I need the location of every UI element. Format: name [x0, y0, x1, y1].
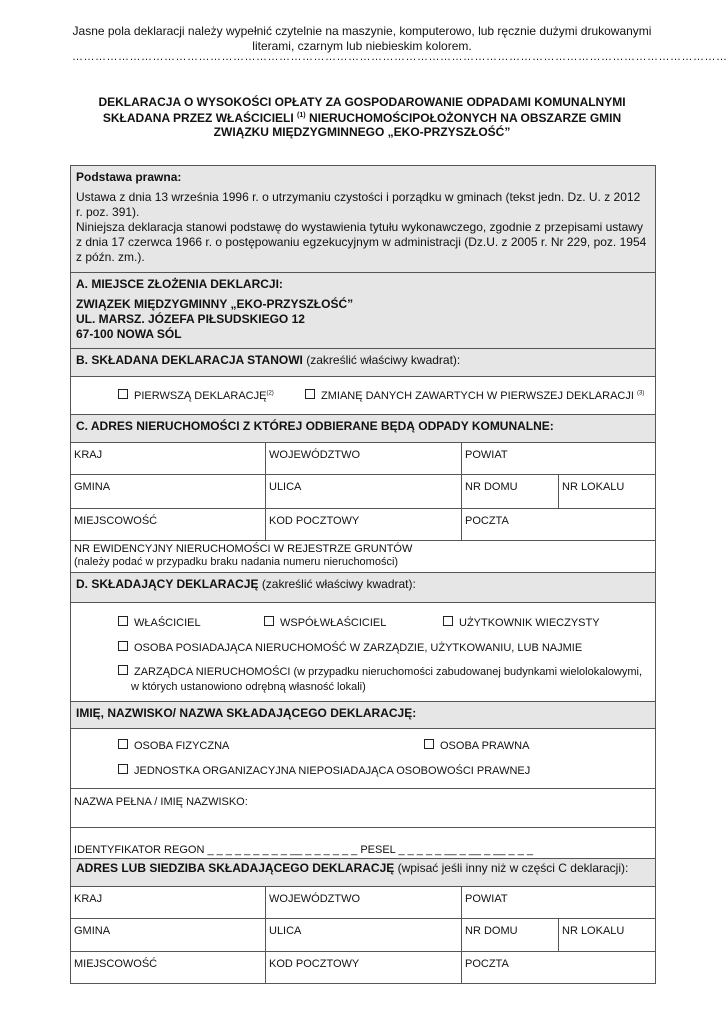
address-row-2 — [71, 919, 655, 952]
option-osoba-prawna-label: OSOBA PRAWNA — [440, 740, 530, 752]
title-line-2 — [60, 109, 664, 125]
field-full-name[interactable] — [71, 789, 655, 828]
legal-basis-text-1: Ustawa z dnia 13 września 1996 r. o utrzymaniu czystości i porządku w gminach (tekst jedn. Dz. U. z 2012 r. poz. 391). — [76, 190, 641, 219]
option-first-declaration-label: PIERWSZĄ DEKLARACJĘ — [134, 390, 267, 402]
option-uzytkownik-label: UŻYTKOWNIK WIECZYSTY — [459, 617, 600, 629]
option-wlasciciel-label: WŁAŚCICIEL — [134, 617, 201, 629]
section-c-row-3 — [71, 509, 655, 541]
nr-ewid-label: NR EWIDENCYJNY NIERUCHOMOŚCI W REJESTRZE GRUNTÓW — [74, 543, 413, 555]
section-c-row-1 — [71, 443, 655, 475]
section-a-header: A. MIEJSCE ZŁOŻENIA DEKLARCJI: — [76, 277, 283, 291]
section-d-options — [71, 603, 655, 702]
section-b-header-row — [71, 349, 655, 377]
section-b-header: B. SKŁADANA DEKLARACJA STANOWI — [76, 353, 303, 367]
field-c-ulica[interactable]: ULICA — [266, 475, 462, 508]
option-wspolwlasciciel[interactable] — [264, 616, 386, 629]
footnote-2: (2) — [266, 390, 274, 397]
declaration-form — [70, 165, 656, 984]
footnote-3: (3) — [636, 390, 645, 397]
field-c-wojewodztwo[interactable]: WOJEWÓDZTWO — [266, 443, 462, 474]
option-osoba-prawna[interactable] — [424, 739, 529, 752]
option-zarzadca-line-2: w których ustanowiono odrębną własność lokali) — [131, 681, 366, 693]
section-a-line-1: ZWIĄZEK MIĘDZYGMINNY „EKO-PRZYSZŁOŚĆ” — [76, 297, 354, 311]
regon-pesel-label: IDENTYFIKATOR REGON _ _ _ _ _ _ _ _ _ __ _ _ _ _ _ _ PESEL _ _ _ _ _ __ _ __ _ __ _ _ _ — [74, 844, 534, 856]
name-section-options — [71, 729, 655, 789]
document-title — [60, 95, 664, 139]
option-jednostka[interactable] — [118, 764, 530, 777]
section-b-options — [71, 377, 655, 415]
field-c-poczta[interactable]: POCZTA — [465, 515, 509, 527]
field-c-kraj[interactable]: KRAJ — [71, 443, 266, 474]
checkbox-osoba-posiadajaca[interactable] — [118, 641, 128, 651]
address-row-1 — [71, 887, 655, 919]
field-addr-ulica[interactable]: ULICA — [266, 919, 462, 951]
section-b-note: (zakreślić właściwy kwadrat): — [306, 353, 461, 367]
field-addr-wojewodztwo[interactable]: WOJEWÓDZTWO — [266, 887, 462, 918]
section-d-header: D. SKŁADAJĄCY DEKLARACJĘ — [76, 577, 259, 591]
option-osoba-posiadajaca[interactable] — [118, 641, 582, 654]
address-section-header: ADRES LUB SIEDZIBA SKŁADAJĄCEGO DEKLARACJĘ — [76, 861, 395, 875]
legal-basis-header: Podstawa prawna: — [76, 170, 182, 184]
option-zarzadca[interactable] — [118, 665, 642, 678]
option-wspolwlasciciel-label: WSPÓŁWŁAŚCICIEL — [280, 617, 387, 629]
field-c-kod-pocztowy[interactable]: KOD POCZTOWY — [266, 509, 462, 540]
name-section-header-row — [71, 702, 655, 729]
field-c-nr-lokalu[interactable]: NR LOKALU — [562, 481, 625, 493]
checkbox-osoba-fizyczna[interactable] — [118, 739, 128, 749]
field-addr-nr-domu[interactable]: NR DOMU — [462, 919, 559, 951]
checkbox-first-declaration[interactable] — [118, 389, 128, 399]
field-addr-nr-lokalu[interactable]: NR LOKALU — [562, 925, 625, 937]
dotted-separator: ……………………………………………………………………………………………………………………………………………………… — [72, 51, 728, 63]
address-section-note: (wpisać jeśli inny niż w części C deklaracji): — [397, 861, 629, 875]
field-addr-gmina[interactable]: GMINA — [71, 919, 266, 951]
legal-basis-text-2: Niniejsza deklaracja stanowi podstawę do wystawienia tytułu wykonawczego, zgodnie z przepisami ustawy z dnia 17 czerwca 1966 r. o postępowaniu egzekucyjnym w administracji (Dz.U. z 2005 r. Nr 229, poz. 1954 z późn. zm.). — [76, 220, 647, 264]
field-c-nr-domu[interactable]: NR DOMU — [462, 475, 559, 508]
full-name-label: NAZWA PEŁNA / IMIĘ NAZWISKO: — [74, 796, 248, 808]
option-change-declaration[interactable] — [305, 389, 644, 402]
field-addr-kraj[interactable]: KRAJ — [71, 887, 266, 918]
checkbox-change-declaration[interactable] — [305, 389, 315, 399]
checkbox-wspolwlasciciel[interactable] — [264, 616, 274, 626]
section-a — [71, 273, 655, 349]
address-row-3 — [71, 952, 655, 983]
address-section-header-row — [71, 859, 655, 887]
section-d-header-row — [71, 573, 655, 603]
option-osoba-fizyczna[interactable] — [118, 739, 229, 752]
checkbox-zarzadca[interactable] — [118, 665, 128, 675]
field-addr-powiat[interactable]: POWIAT — [465, 893, 508, 905]
top-instruction: Jasne pola deklaracji należy wypełnić czytelnie na maszynie, komputerowo, lub ręcznie dużymi drukowanymi literami, czarnym lub niebieskim kolorem. — [72, 24, 652, 53]
option-osoba-fizyczna-label: OSOBA FIZYCZNA — [134, 740, 230, 752]
option-change-declaration-label: ZMIANĘ DANYCH ZAWARTYCH W PIERWSZEJ DEKLARACJI — [321, 390, 634, 402]
section-d-note: (zakreślić właściwy kwadrat): — [261, 577, 416, 591]
section-a-line-2: UL. MARSZ. JÓZEFA PIŁSUDSKIEGO 12 — [76, 312, 305, 326]
option-zarzadca-label: ZARZĄDCA NIERUCHOMOŚCI (w przypadku nieruchomości zabudowanej budynkami wielolokalowymi, — [134, 666, 643, 678]
field-c-powiat[interactable]: POWIAT — [465, 449, 508, 461]
field-regon-pesel[interactable] — [71, 828, 655, 859]
checkbox-jednostka[interactable] — [118, 764, 128, 774]
nr-ewid-note: (należy podać w przypadku braku nadania numeru nieruchomości) — [74, 556, 399, 568]
legal-basis-section — [71, 166, 655, 273]
title-footnote-1: (1) — [297, 112, 306, 119]
field-addr-kod-pocztowy[interactable]: KOD POCZTOWY — [266, 952, 462, 983]
option-wlasciciel[interactable] — [118, 616, 201, 629]
option-uzytkownik[interactable] — [443, 616, 600, 629]
field-c-miejscowosc[interactable]: MIEJSCOWOŚĆ — [71, 509, 266, 540]
checkbox-wlasciciel[interactable] — [118, 616, 128, 626]
field-addr-poczta[interactable]: POCZTA — [465, 958, 509, 970]
field-c-gmina[interactable]: GMINA — [71, 475, 266, 508]
section-c-row-2 — [71, 475, 655, 509]
title-line-2a: SKŁADANA PRZEZ WŁAŚCICIELI — [102, 111, 294, 125]
name-section-header: IMIĘ, NAZWISKO/ NAZWA SKŁADAJĄCEGO DEKLARACJĘ: — [76, 706, 417, 720]
title-line-1: DEKLARACJA O WYSOKOŚCI OPŁATY ZA GOSPODAROWANIE ODPADAMI KOMUNALNYMI — [98, 95, 626, 109]
section-c-header-row — [71, 415, 655, 443]
option-first-declaration[interactable] — [118, 389, 274, 402]
title-line-2b: NIERUCHOMOŚCIPOŁOŻONYCH NA OBSZARZE GMIN — [308, 111, 622, 125]
option-osoba-posiadajaca-label: OSOBA POSIADAJĄCA NIERUCHOMOŚĆ W ZARZĄDZIE, UŻYTKOWANIU, LUB NAJMIE — [134, 642, 583, 654]
field-c-nr-ewidencyjny[interactable] — [71, 541, 655, 573]
field-addr-miejscowosc[interactable]: MIEJSCOWOŚĆ — [71, 952, 266, 983]
checkbox-uzytkownik[interactable] — [443, 616, 453, 626]
title-line-3: ZWIĄZKU MIĘDZYGMINNEGO „EKO-PRZYSZŁOŚĆ” — [213, 125, 511, 139]
option-jednostka-label: JEDNOSTKA ORGANIZACYJNA NIEPOSIADAJĄCA OSOBOWOŚCI PRAWNEJ — [134, 765, 531, 777]
section-a-line-3: 67-100 NOWA SÓL — [76, 327, 182, 341]
section-c-header: C. ADRES NIERUCHOMOŚCI Z KTÓREJ ODBIERANE BĘDĄ ODPADY KOMUNALNE: — [76, 419, 554, 433]
checkbox-osoba-prawna[interactable] — [424, 739, 434, 749]
